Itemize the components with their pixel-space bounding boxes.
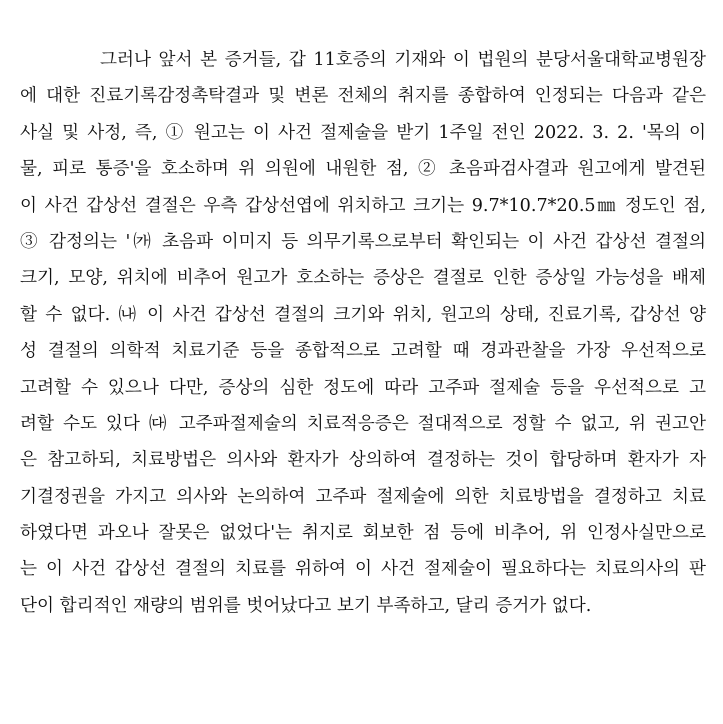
paragraph-line: 그러나 앞서 본 증거들, 갑 11호증의 기재와 이 법원의 분당서울대학교병원장 [100, 50, 706, 70]
paragraph-line: ③ 감정의는 '㈎ 초음파 이미지 등 의무기록으로부터 확인되는 이 사건 갑상선 결절의 [20, 231, 706, 252]
paragraph-line: 는 이 사건 갑상선 결절의 치료를 위하여 이 사건 절제술이 필요하다는 치료의사의 판 [20, 559, 706, 580]
paragraph-line: 에 대한 진료기록감정촉탁결과 및 변론 전체의 취지를 종합하여 인정되는 다음과 같은 [20, 86, 706, 107]
paragraph-line: 은 참고하되, 치료방법은 의사와 환자가 상의하여 결정하는 것이 합당하며 환자가 자 [20, 450, 706, 471]
paragraph-line: 크기, 모양, 위치에 비추어 원고가 호소하는 증상은 결절로 인한 증상일 가능성을 배제 [20, 268, 706, 289]
paragraph-line: 기결정권을 가지고 의사와 논의하여 고주파 절제술에 의한 치료방법을 결정하고 치료 [20, 486, 706, 507]
paragraph-line: 사실 및 사정, 즉, ① 원고는 이 사건 절제술을 받기 1주일 전인 2022. 3. 2. '목의 이 [20, 122, 706, 143]
paragraph-line: 할 수 없다. ㈏ 이 사건 갑상선 결절의 크기와 위치, 원고의 상태, 진료기록, 갑상선 양 [20, 304, 706, 325]
paragraph-line: 하였다면 과오나 잘못은 없었다'는 취지로 회보한 점 등에 비추어, 위 인정사실만으로 [20, 523, 706, 544]
paragraph-line: 물, 피로 통증'을 호소하며 위 의원에 내원한 점, ② 초음파검사결과 원고에게 발견된 [20, 159, 706, 180]
paragraph-line: 고려할 수 있으나 다만, 증상의 심한 정도에 따라 고주파 절제술 등을 우선적으로 고 [20, 377, 706, 398]
paragraph-line: 성 결절의 의학적 치료기준 등을 종합적으로 고려할 때 경과관찰을 가장 우선적으로 [20, 341, 706, 362]
document-paragraph [20, 42, 706, 624]
paragraph-line: 려할 수도 있다 ㈐ 고주파절제술의 치료적응증은 절대적으로 정할 수 없고, 위 권고안 [20, 413, 706, 434]
paragraph-line: 이 사건 갑상선 결절은 우측 갑상선엽에 위치하고 크기는 9.7*10.7*20.5㎜ 정도인 점, [20, 195, 706, 216]
paragraph-line: 단이 합리적인 재량의 범위를 벗어났다고 보기 부족하고, 달리 증거가 없다. [20, 595, 592, 616]
